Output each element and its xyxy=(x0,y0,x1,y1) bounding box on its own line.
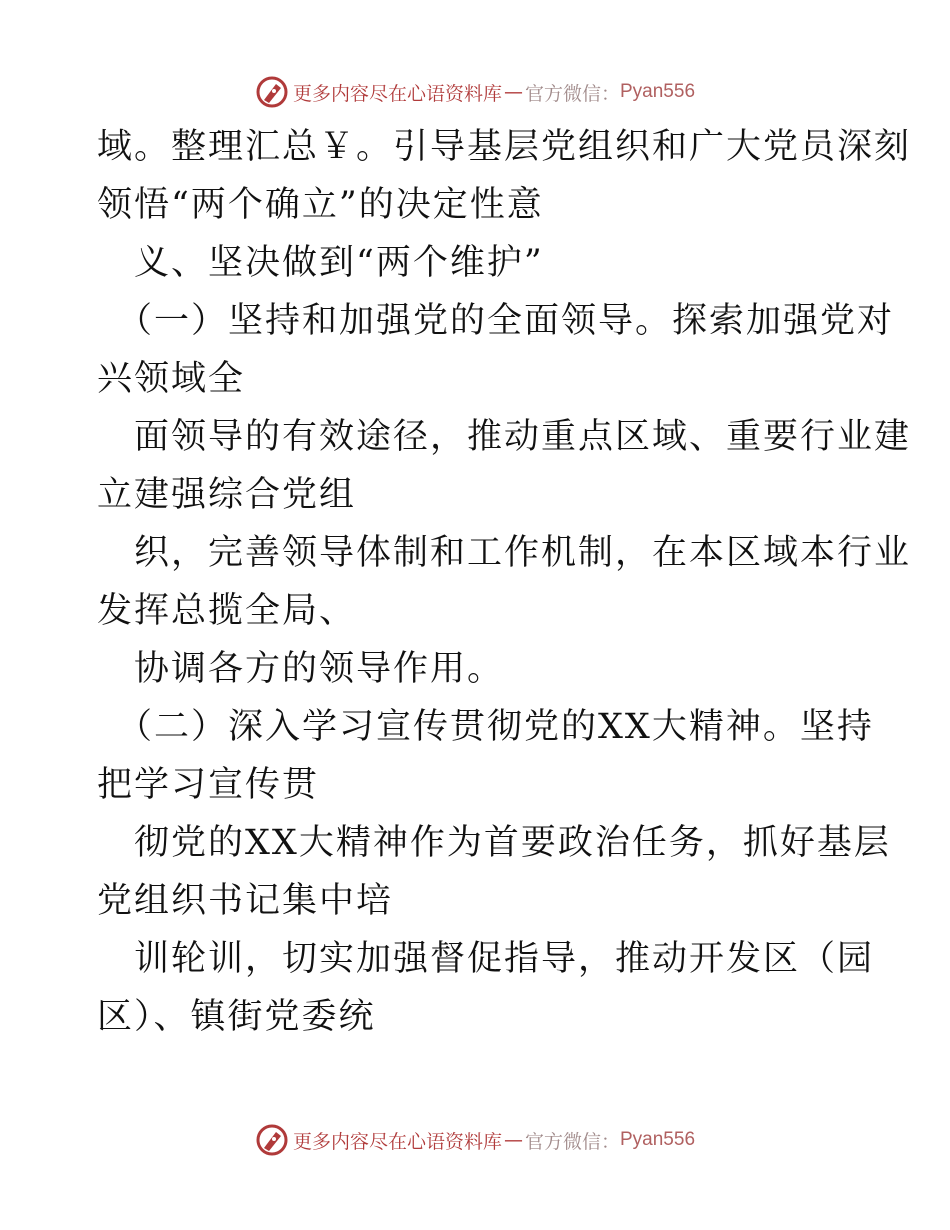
footer-watermark xyxy=(0,1120,950,1160)
watermark-brand: 更多内容尽在心语资料库 xyxy=(292,82,502,105)
watermark-official: 官方微信： xyxy=(524,1130,620,1153)
document-body xyxy=(97,126,912,1054)
text-line-7: 立建强综合党组 xyxy=(97,475,357,515)
text-line-10: 协调各方的领导作用。 xyxy=(134,649,505,689)
text-line-13: 彻党的XX大精神作为首要政治任务，抓好基层 xyxy=(134,823,891,863)
pen-nib-logo-icon xyxy=(255,75,289,109)
text-line-16: 区）、镇街党委统 xyxy=(97,997,376,1037)
watermark-dash: — xyxy=(503,81,523,103)
text-line-9: 发挥总揽全局、 xyxy=(97,591,357,631)
text-line-4: （一）坚持和加强党的全面领导。探索加强党对 xyxy=(117,301,895,341)
text-line-5: 兴领域全 xyxy=(97,359,246,399)
text-line-14: 党组织书记集中培 xyxy=(97,881,394,921)
pen-nib-logo-icon xyxy=(255,1123,289,1157)
text-line-12: 把学习宣传贯 xyxy=(97,765,320,805)
watermark-wechat-id: Pyan556 xyxy=(620,1129,696,1150)
watermark-brand: 更多内容尽在心语资料库 xyxy=(292,1130,502,1153)
text-line-8: 织，完善领导体制和工作机制，在本区域本行业 xyxy=(134,533,912,573)
text-line-3: 义、坚决做到“两个维护” xyxy=(134,243,544,283)
text-line-2: 领悟“两个确立”的决定性意 xyxy=(97,185,544,225)
header-watermark xyxy=(0,72,950,112)
watermark-wechat-id: Pyan556 xyxy=(620,81,696,102)
watermark-dash: — xyxy=(503,1129,523,1151)
text-line-1: 域。整理汇总￥。引导基层党组织和广大党员深刻 xyxy=(97,127,912,167)
text-line-6: 面领导的有效途径，推动重点区域、重要行业建 xyxy=(134,417,912,457)
text-line-11: （二）深入学习宣传贯彻党的XX大精神。坚持 xyxy=(117,707,874,747)
watermark-official: 官方微信： xyxy=(524,82,620,105)
text-line-15: 训轮训，切实加强督促指导，推动开发区（园 xyxy=(134,939,875,979)
